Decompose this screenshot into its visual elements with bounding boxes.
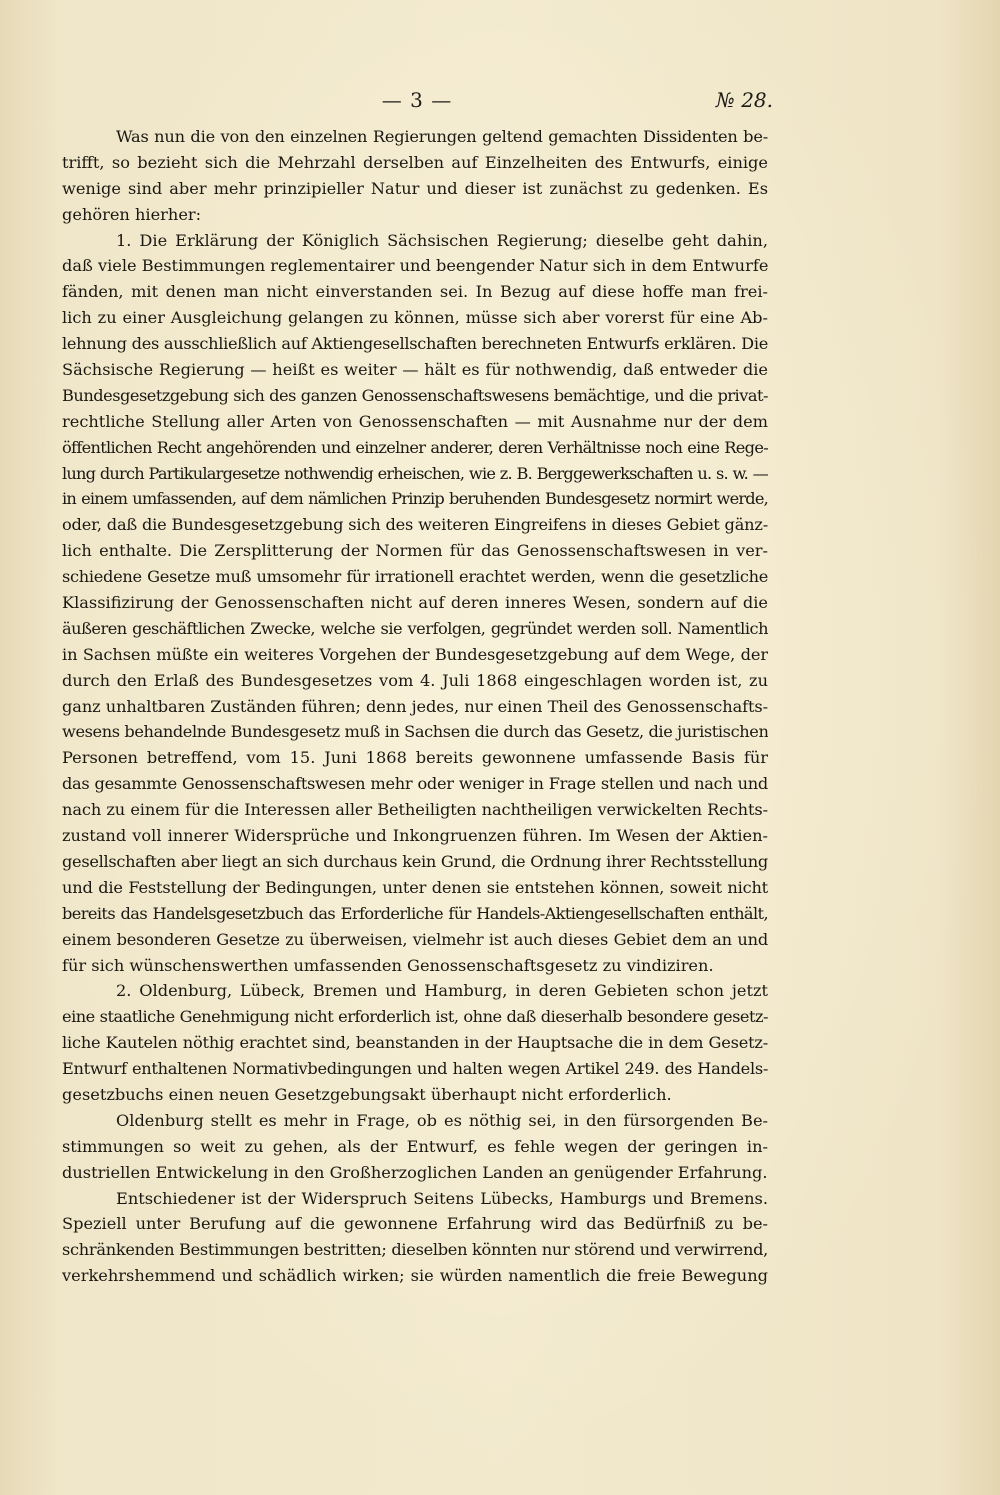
text-line: oder, daß die Bundesgesetzgebung sich des weiteren Eingreifens in dieses Gebiet gänz-: [62, 515, 768, 535]
page-header: [0, 88, 1000, 118]
text-line: daß viele Bestimmungen reglementairer und beengender Natur sich in dem Entwurfe: [62, 256, 768, 276]
text-line: liche Kautelen nöthig erachtet sind, beanstanden in der Hauptsache die in dem Gesetz-: [62, 1033, 768, 1053]
text-line: in einem umfassenden, auf dem nämlichen Prinzip beruhenden Bundesgesetz normirt werde,: [62, 489, 768, 509]
text-line: eine staatliche Genehmigung nicht erforderlich ist, ohne daß dieserhalb besondere gesetz-: [62, 1007, 768, 1027]
text-line: lich zu einer Ausgleichung gelangen zu können, müsse sich aber vorerst für eine Ab-: [62, 308, 768, 328]
text-line: lehnung des ausschließlich auf Aktiengesellschaften berechneten Entwurfs erklären. Die: [62, 334, 768, 354]
page-number: — 3 —: [381, 88, 453, 112]
text-line: stimmungen so weit zu gehen, als der Entwurf, es fehle wegen der geringen in-: [62, 1136, 768, 1156]
text-line: in Sachsen müßte ein weiteres Vorgehen der Bundesgesetzgebung auf dem Wege, der: [62, 644, 768, 664]
text-line: Entschiedener ist der Widerspruch Seitens Lübecks, Hamburgs und Bremens.: [116, 1188, 768, 1208]
text-line: ganz unhaltbaren Zuständen führen; denn jedes, nur einen Theil des Genossenschafts-: [62, 696, 768, 716]
text-line: bereits das Handelsgesetzbuch das Erforderliche für Handels-Aktiengesellschaften enthält,: [62, 903, 768, 923]
text-line: verkehrshemmend und schädlich wirken; sie würden namentlich die freie Bewegung: [62, 1266, 768, 1286]
text-line: dustriellen Entwickelung in den Großherzoglichen Landen an genügender Erfahrung.: [62, 1162, 768, 1182]
document-number: № 28.: [715, 88, 773, 112]
text-line: gesellschaften aber liegt an sich durchaus kein Grund, die Ordnung ihrer Rechtsstellung: [62, 851, 768, 871]
body-text: [62, 124, 768, 1289]
text-line: Sächsische Regierung — heißt es weiter — hält es für nothwendig, daß entweder die: [62, 360, 768, 380]
text-line: lich enthalte. Die Zersplitterung der Normen für das Genossenschaftswesen in ver-: [62, 541, 768, 561]
text-line: lung durch Partikulargesetze nothwendig erheischen, wie z. B. Berggewerkschaften u. s. w. —: [62, 463, 768, 483]
text-line: Entwurf enthaltenen Normativbedingungen und halten wegen Artikel 249. des Handels-: [62, 1059, 768, 1079]
text-line: zustand voll innerer Widersprüche und Inkongruenzen führen. Im Wesen der Aktien-: [62, 826, 768, 846]
text-line: schränkenden Bestimmungen bestritten; dieselben könnten nur störend und verwirrend,: [62, 1240, 768, 1260]
text-line: durch den Erlaß des Bundesgesetzes vom 4. Juli 1868 eingeschlagen worden ist, zu: [62, 670, 768, 690]
text-line: für sich wünschenswerthen umfassenden Genossenschaftsgesetz zu vindiziren.: [62, 955, 714, 975]
text-line: Bundesgesetzgebung sich des ganzen Genossenschaftswesens bemächtige, und die privat-: [62, 385, 768, 405]
text-line: trifft, so bezieht sich die Mehrzahl derselben auf Einzelheiten des Entwurfs, einige: [62, 152, 768, 172]
text-line: Speziell unter Berufung auf die gewonnene Erfahrung wird das Bedürfniß zu be-: [62, 1214, 768, 1234]
text-line: äußeren geschäftlichen Zwecke, welche sie verfolgen, gegründet werden soll. Namentlich: [62, 618, 768, 638]
text-line: fänden, mit denen man nicht einverstanden sei. In Bezug auf diese hoffe man frei-: [62, 282, 768, 302]
text-line: gehören hierher:: [62, 204, 202, 224]
text-line: schiedene Gesetze muß umsomehr für irrationell erachtet werden, wenn die gesetzliche: [62, 567, 768, 587]
text-line: gesetzbuchs einen neuen Gesetzgebungsakt überhaupt nicht erforderlich.: [62, 1084, 672, 1104]
text-line: öffentlichen Recht angehörenden und einzelner anderer, deren Verhältnisse noch eine Rege-: [62, 437, 768, 457]
text-line: einem besonderen Gesetze zu überweisen, vielmehr ist auch dieses Gebiet dem an und: [62, 929, 768, 949]
text-line: wesens behandelnde Bundesgesetz muß in Sachsen die durch das Gesetz, die juristischen: [62, 722, 768, 742]
text-line: Was nun die von den einzelnen Regierungen geltend gemachten Dissidenten be-: [116, 127, 768, 146]
text-line: und die Feststellung der Bedingungen, unter denen sie entstehen können, soweit nicht: [62, 877, 768, 897]
text-line: 1. Die Erklärung der Königlich Sächsischen Regierung; dieselbe geht dahin,: [116, 230, 768, 250]
text-line: rechtliche Stellung aller Arten von Genossenschaften — mit Ausnahme nur der dem: [62, 411, 768, 431]
text-line: Personen betreffend, vom 15. Juni 1868 bereits gewonnene umfassende Basis für: [62, 748, 768, 768]
text-line: nach zu einem für die Interessen aller Betheiligten nachtheiligen verwickelten Rechts-: [62, 800, 768, 820]
text-line: 2. Oldenburg, Lübeck, Bremen und Hamburg, in deren Gebieten schon jetzt: [116, 981, 768, 1001]
text-line: das gesammte Genossenschaftswesen mehr oder weniger in Frage stellen und nach und: [62, 774, 768, 794]
text-line: Oldenburg stellt es mehr in Frage, ob es nöthig sei, in den fürsorgenden Be-: [116, 1110, 768, 1130]
text-line: Klassifizirung der Genossenschaften nicht auf deren inneres Wesen, sondern auf die: [62, 593, 768, 613]
text-line: wenige sind aber mehr prinzipieller Natur und dieser ist zunächst zu gedenken. Es: [62, 178, 768, 198]
